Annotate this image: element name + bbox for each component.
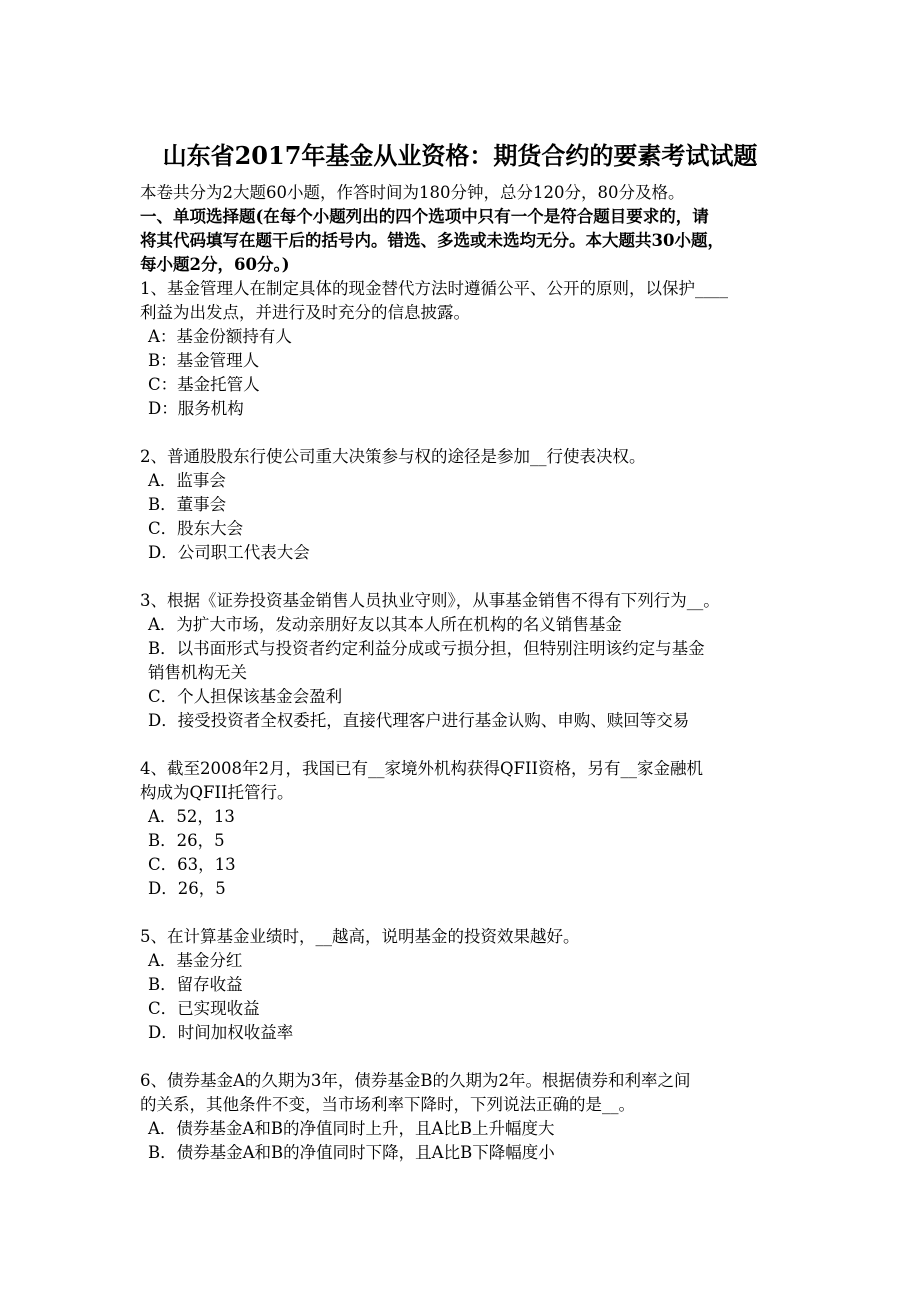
question-stem: 6、债券基金A的久期为3年，债券基金B的久期为2年。根据债券和利率之间 [140,1071,691,1090]
option-c: C．已实现收益 [148,999,260,1018]
option-b: B．董事会 [148,495,227,514]
question-stem: 构成为QFII托管行。 [140,783,294,802]
document-title: 山东省2017年基金从业资格：期货合约的要素考试试题 [162,141,758,170]
question-stem: 2、普通股股东行使公司重大决策参与权的途径是参加__行使表决权。 [140,447,646,466]
option-b: B．以书面形式与投资者约定利益分成或亏损分担，但特别注明该约定与基金 [148,639,705,658]
option-b: B：基金管理人 [148,351,260,370]
option-a: A．为扩大市场，发动亲朋好友以其本人所在机构的名义销售基金 [148,615,622,634]
question-stem: 3、根据《证券投资基金销售人员执业守则》，从事基金销售不得有下列行为__。 [140,591,720,610]
question-2 [140,445,790,565]
option-d: D．接受投资者全权委托，直接代理客户进行基金认购、申购、赎回等交易 [148,711,690,730]
option-b: B．留存收益 [148,975,243,994]
question-1 [140,277,790,421]
section-header-line: 一、单项选择题(在每个小题列出的四个选项中只有一个是符合题目要求的，请 [140,207,709,226]
exam-intro: 本卷共分为2大题60小题，作答时间为180分钟，总分120分，80分及格。 [140,183,685,202]
question-stem: 4、截至2008年2月，我国已有__家境外机构获得QFII资格，另有__家金融机 [140,759,703,778]
section-header-line: 将其代码填写在题干后的括号内。错选、多选或未选均无分。本大题共30小题， [140,231,724,250]
option-b: B．26，5 [148,831,225,850]
question-6 [140,1069,790,1165]
option-d: D．时间加权收益率 [148,1023,294,1042]
option-a: A：基金份额持有人 [148,327,292,346]
document-body [140,181,790,1165]
option-a: A．52，13 [148,807,235,826]
option-a: A．基金分红 [148,951,243,970]
question-3 [140,589,790,733]
question-4 [140,757,790,901]
option-c: C．股东大会 [148,519,244,538]
option-b-continued: 销售机构无关 [148,663,247,682]
option-c: C：基金托管人 [148,375,260,394]
option-d: D．公司职工代表大会 [148,543,310,562]
option-b: B．债券基金A和B的净值同时下降，且A比B下降幅度小 [148,1143,555,1162]
option-a: A．监事会 [148,471,226,490]
question-stem: 的关系，其他条件不变，当市场利率下降时，下列说法正确的是__。 [140,1095,635,1114]
question-stem: 5、在计算基金业绩时，__越高，说明基金的投资效果越好。 [140,927,580,946]
question-stem: 1、基金管理人在制定具体的现金替代方法时遵循公平、公开的原则，以保护____ [140,279,728,298]
option-d: D．26，5 [148,879,226,898]
question-5 [140,925,790,1045]
section-header-line: 每小题2分，60分。) [140,255,290,274]
question-stem: 利益为出发点，并进行及时充分的信息披露。 [140,303,470,322]
option-d: D：服务机构 [148,399,244,418]
option-c: C．个人担保该基金会盈利 [148,687,343,706]
option-c: C．63，13 [148,855,236,874]
option-a: A．债券基金A和B的净值同时上升，且A比B上升幅度大 [148,1119,555,1138]
